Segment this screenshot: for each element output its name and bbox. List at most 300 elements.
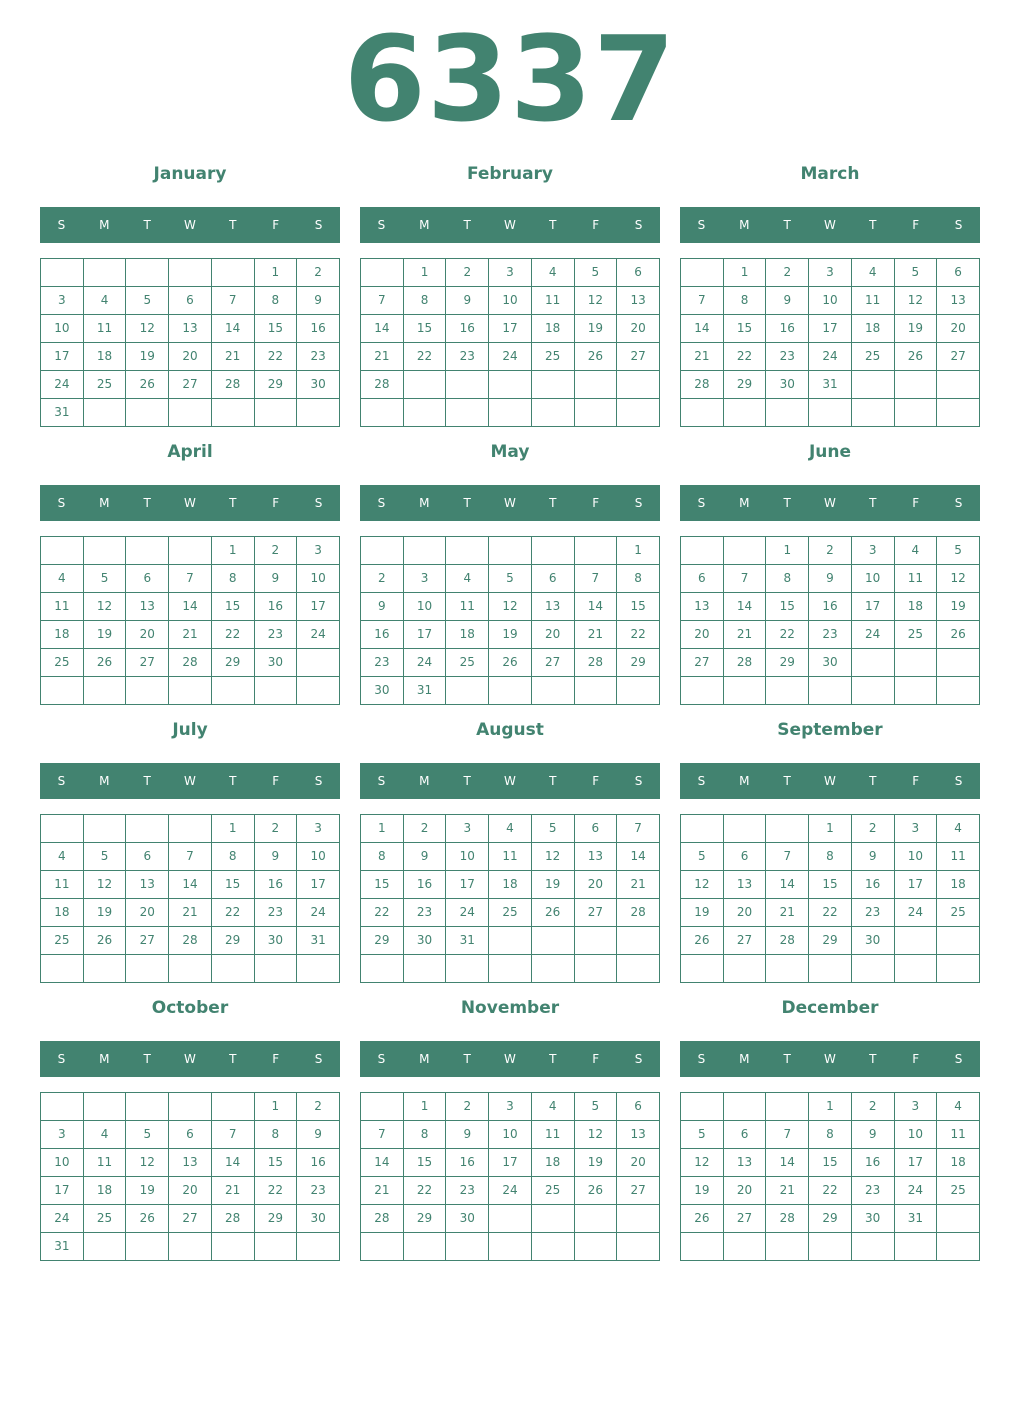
weekday-label: M xyxy=(419,774,430,788)
week-row xyxy=(361,1177,660,1205)
weekday-label: S xyxy=(634,1052,643,1066)
day-cell: 26 xyxy=(574,1177,617,1205)
day-cell: 6 xyxy=(574,815,617,843)
weekday-label: T xyxy=(549,496,557,510)
empty-day-cell xyxy=(83,1093,126,1121)
empty-day-cell xyxy=(937,677,980,705)
day-cell: 25 xyxy=(937,1177,980,1205)
day-cell: 20 xyxy=(617,315,660,343)
empty-day-cell xyxy=(446,399,489,427)
empty-day-cell xyxy=(83,815,126,843)
weekday-label: F xyxy=(272,774,280,788)
weekday-label: F xyxy=(592,1052,600,1066)
day-cell: 22 xyxy=(617,621,660,649)
weekday-label: T xyxy=(143,496,151,510)
day-cell: 11 xyxy=(41,593,84,621)
day-cell: 30 xyxy=(851,927,894,955)
weekday-label: T xyxy=(869,1052,877,1066)
empty-day-cell xyxy=(211,399,254,427)
empty-day-cell xyxy=(126,399,169,427)
empty-day-cell xyxy=(574,1205,617,1233)
empty-day-cell xyxy=(809,399,852,427)
day-cell: 18 xyxy=(894,593,937,621)
day-cell: 19 xyxy=(83,899,126,927)
empty-day-cell xyxy=(297,677,340,705)
empty-day-cell xyxy=(446,1233,489,1261)
day-cell: 12 xyxy=(126,1149,169,1177)
weekday-label: S xyxy=(377,496,386,510)
weekday-label: M xyxy=(99,496,110,510)
day-cell: 4 xyxy=(851,259,894,287)
empty-day-cell xyxy=(126,815,169,843)
day-cell: 30 xyxy=(446,1205,489,1233)
empty-day-cell xyxy=(851,955,894,983)
day-cell: 4 xyxy=(937,815,980,843)
weekday-label: F xyxy=(912,496,920,510)
day-cell: 24 xyxy=(297,899,340,927)
day-cell: 24 xyxy=(894,899,937,927)
day-cell: 17 xyxy=(41,343,84,371)
day-cell: 19 xyxy=(894,315,937,343)
day-cell: 23 xyxy=(254,621,297,649)
empty-day-cell xyxy=(766,1093,809,1121)
day-cell: 4 xyxy=(41,565,84,593)
empty-day-cell xyxy=(83,677,126,705)
day-cell: 21 xyxy=(211,343,254,371)
empty-day-cell xyxy=(531,1205,574,1233)
week-row xyxy=(41,259,340,287)
empty-day-cell xyxy=(531,399,574,427)
day-cell: 24 xyxy=(403,649,446,677)
day-cell: 26 xyxy=(489,649,532,677)
empty-day-cell xyxy=(169,1093,212,1121)
week-row xyxy=(361,315,660,343)
day-cell: 21 xyxy=(617,871,660,899)
week-row xyxy=(681,287,980,315)
weekday-label: S xyxy=(634,496,643,510)
day-cell: 15 xyxy=(766,593,809,621)
day-cell: 11 xyxy=(937,1121,980,1149)
empty-day-cell xyxy=(126,537,169,565)
empty-day-cell xyxy=(723,815,766,843)
weekday-label: F xyxy=(592,496,600,510)
day-cell: 12 xyxy=(83,593,126,621)
day-cell: 27 xyxy=(574,899,617,927)
week-row xyxy=(361,621,660,649)
empty-day-cell xyxy=(531,927,574,955)
day-cell: 7 xyxy=(574,565,617,593)
weekday-header xyxy=(360,1041,660,1077)
empty-day-cell xyxy=(211,955,254,983)
day-cell: 17 xyxy=(403,621,446,649)
day-cell: 7 xyxy=(723,565,766,593)
day-cell: 15 xyxy=(617,593,660,621)
weekday-label: W xyxy=(824,774,836,788)
day-cell: 2 xyxy=(446,1093,489,1121)
day-cell: 19 xyxy=(126,1177,169,1205)
day-cell: 20 xyxy=(169,1177,212,1205)
weekday-label: S xyxy=(314,218,323,232)
week-row xyxy=(361,1205,660,1233)
day-cell: 18 xyxy=(41,621,84,649)
week-row xyxy=(681,1205,980,1233)
day-cell: 8 xyxy=(211,843,254,871)
empty-day-cell xyxy=(126,259,169,287)
empty-day-cell xyxy=(361,955,404,983)
day-cell: 16 xyxy=(446,1149,489,1177)
empty-day-cell xyxy=(894,677,937,705)
empty-day-cell xyxy=(723,677,766,705)
day-cell: 22 xyxy=(809,899,852,927)
empty-day-cell xyxy=(446,371,489,399)
week-row xyxy=(41,593,340,621)
day-cell: 8 xyxy=(723,287,766,315)
day-cell: 9 xyxy=(446,287,489,315)
day-cell: 2 xyxy=(851,1093,894,1121)
weekday-label: W xyxy=(184,218,196,232)
day-cell: 19 xyxy=(126,343,169,371)
empty-day-cell xyxy=(211,677,254,705)
day-cell: 18 xyxy=(83,343,126,371)
day-cell: 24 xyxy=(894,1177,937,1205)
empty-day-cell xyxy=(41,1093,84,1121)
day-cell: 3 xyxy=(41,287,84,315)
day-cell: 16 xyxy=(254,593,297,621)
day-cell: 7 xyxy=(169,843,212,871)
day-cell: 26 xyxy=(894,343,937,371)
day-cell: 8 xyxy=(617,565,660,593)
day-cell: 25 xyxy=(851,343,894,371)
empty-day-cell xyxy=(851,649,894,677)
day-cell: 13 xyxy=(126,871,169,899)
week-row xyxy=(41,899,340,927)
weekday-header xyxy=(680,1041,980,1077)
day-cell: 9 xyxy=(766,287,809,315)
day-cell: 7 xyxy=(766,1121,809,1149)
empty-day-cell xyxy=(169,537,212,565)
empty-day-cell xyxy=(211,1233,254,1261)
empty-day-cell xyxy=(617,955,660,983)
empty-day-cell xyxy=(83,955,126,983)
empty-day-cell xyxy=(489,399,532,427)
day-cell: 22 xyxy=(723,343,766,371)
empty-day-cell xyxy=(937,1233,980,1261)
empty-day-cell xyxy=(681,537,724,565)
weekday-label: T xyxy=(869,774,877,788)
day-cell: 11 xyxy=(894,565,937,593)
weekday-label: S xyxy=(697,218,706,232)
day-cell: 7 xyxy=(617,815,660,843)
day-cell: 28 xyxy=(361,1205,404,1233)
day-cell: 28 xyxy=(211,371,254,399)
day-cell: 21 xyxy=(766,1177,809,1205)
weekday-label: S xyxy=(314,1052,323,1066)
month-june xyxy=(680,438,980,716)
empty-day-cell xyxy=(681,677,724,705)
day-cell: 1 xyxy=(809,815,852,843)
weekday-label: T xyxy=(783,218,791,232)
day-cell: 2 xyxy=(403,815,446,843)
day-cell: 4 xyxy=(489,815,532,843)
empty-day-cell xyxy=(254,399,297,427)
empty-day-cell xyxy=(531,955,574,983)
empty-day-cell xyxy=(211,259,254,287)
weekday-label: T xyxy=(143,218,151,232)
week-row xyxy=(41,871,340,899)
week-row xyxy=(361,259,660,287)
empty-day-cell xyxy=(41,537,84,565)
week-row xyxy=(361,399,660,427)
day-cell: 6 xyxy=(169,287,212,315)
day-grid xyxy=(40,814,340,983)
empty-day-cell xyxy=(531,1233,574,1261)
day-cell: 13 xyxy=(169,1149,212,1177)
empty-day-cell xyxy=(297,649,340,677)
day-cell: 28 xyxy=(169,927,212,955)
day-grid xyxy=(360,536,660,705)
day-cell: 2 xyxy=(297,1093,340,1121)
week-row xyxy=(681,677,980,705)
day-cell: 28 xyxy=(574,649,617,677)
empty-day-cell xyxy=(403,371,446,399)
day-cell: 24 xyxy=(446,899,489,927)
empty-day-cell xyxy=(169,955,212,983)
day-cell: 25 xyxy=(83,371,126,399)
day-cell: 28 xyxy=(681,371,724,399)
week-row xyxy=(41,1233,340,1261)
empty-day-cell xyxy=(723,1233,766,1261)
day-cell: 22 xyxy=(809,1177,852,1205)
empty-day-cell xyxy=(297,1233,340,1261)
weekday-label: S xyxy=(697,1052,706,1066)
day-cell: 15 xyxy=(809,1149,852,1177)
weekday-label: T xyxy=(463,774,471,788)
day-cell: 30 xyxy=(361,677,404,705)
empty-day-cell xyxy=(126,1093,169,1121)
day-cell: 22 xyxy=(403,1177,446,1205)
empty-day-cell xyxy=(894,649,937,677)
empty-day-cell xyxy=(851,1233,894,1261)
empty-day-cell xyxy=(894,927,937,955)
weekday-label: W xyxy=(504,1052,516,1066)
day-cell: 17 xyxy=(894,871,937,899)
day-cell: 8 xyxy=(211,565,254,593)
weekday-label: S xyxy=(697,774,706,788)
day-cell: 16 xyxy=(254,871,297,899)
day-cell: 16 xyxy=(446,315,489,343)
day-cell: 27 xyxy=(169,371,212,399)
weekday-label: S xyxy=(314,496,323,510)
day-cell: 17 xyxy=(446,871,489,899)
day-cell: 1 xyxy=(211,815,254,843)
week-row xyxy=(681,593,980,621)
day-cell: 29 xyxy=(766,649,809,677)
day-cell: 6 xyxy=(531,565,574,593)
day-cell: 20 xyxy=(169,343,212,371)
day-cell: 12 xyxy=(937,565,980,593)
weekday-header xyxy=(360,763,660,799)
day-cell: 8 xyxy=(809,843,852,871)
week-row xyxy=(681,1177,980,1205)
weekday-header xyxy=(360,485,660,521)
day-cell: 6 xyxy=(126,565,169,593)
day-cell: 14 xyxy=(361,315,404,343)
day-cell: 24 xyxy=(41,371,84,399)
day-cell: 25 xyxy=(489,899,532,927)
day-cell: 13 xyxy=(723,1149,766,1177)
day-cell: 27 xyxy=(617,1177,660,1205)
day-grid xyxy=(360,814,660,983)
empty-day-cell xyxy=(297,955,340,983)
empty-day-cell xyxy=(489,955,532,983)
empty-day-cell xyxy=(937,649,980,677)
weekday-label: F xyxy=(592,774,600,788)
weekday-label: S xyxy=(954,218,963,232)
empty-day-cell xyxy=(489,1205,532,1233)
day-cell: 27 xyxy=(723,927,766,955)
day-cell: 3 xyxy=(297,537,340,565)
day-cell: 21 xyxy=(681,343,724,371)
week-row xyxy=(681,927,980,955)
week-row xyxy=(361,899,660,927)
day-cell: 30 xyxy=(403,927,446,955)
day-cell: 5 xyxy=(126,1121,169,1149)
day-cell: 14 xyxy=(361,1149,404,1177)
week-row xyxy=(681,1121,980,1149)
weekday-label: T xyxy=(549,1052,557,1066)
day-cell: 20 xyxy=(126,621,169,649)
day-cell: 17 xyxy=(41,1177,84,1205)
day-cell: 5 xyxy=(681,1121,724,1149)
weekday-label: T xyxy=(783,496,791,510)
empty-day-cell xyxy=(531,537,574,565)
day-cell: 29 xyxy=(211,927,254,955)
weekday-label: F xyxy=(272,496,280,510)
day-cell: 3 xyxy=(297,815,340,843)
weekday-label: W xyxy=(504,218,516,232)
empty-day-cell xyxy=(723,955,766,983)
day-cell: 3 xyxy=(851,537,894,565)
day-cell: 29 xyxy=(254,1205,297,1233)
day-cell: 9 xyxy=(254,843,297,871)
weekday-label: T xyxy=(549,774,557,788)
weekday-label: F xyxy=(912,1052,920,1066)
day-cell: 20 xyxy=(574,871,617,899)
day-cell: 6 xyxy=(937,259,980,287)
weekday-label: F xyxy=(912,218,920,232)
month-name: November xyxy=(460,998,560,1018)
empty-day-cell xyxy=(446,537,489,565)
day-cell: 16 xyxy=(766,315,809,343)
day-cell: 30 xyxy=(254,927,297,955)
weekday-label: M xyxy=(739,218,750,232)
empty-day-cell xyxy=(254,677,297,705)
empty-day-cell xyxy=(169,399,212,427)
day-cell: 6 xyxy=(681,565,724,593)
empty-day-cell xyxy=(766,955,809,983)
weekday-label: M xyxy=(99,774,110,788)
day-cell: 11 xyxy=(41,871,84,899)
week-row xyxy=(681,343,980,371)
day-cell: 14 xyxy=(169,593,212,621)
empty-day-cell xyxy=(851,677,894,705)
day-cell: 2 xyxy=(851,815,894,843)
day-cell: 3 xyxy=(489,259,532,287)
day-cell: 7 xyxy=(766,843,809,871)
day-cell: 21 xyxy=(361,343,404,371)
day-cell: 6 xyxy=(126,843,169,871)
day-cell: 19 xyxy=(937,593,980,621)
weekday-label: T xyxy=(783,774,791,788)
weekday-label: T xyxy=(783,1052,791,1066)
day-cell: 22 xyxy=(254,343,297,371)
day-cell: 29 xyxy=(361,927,404,955)
day-cell: 13 xyxy=(574,843,617,871)
day-cell: 4 xyxy=(937,1093,980,1121)
weekday-label: S xyxy=(377,1052,386,1066)
day-cell: 3 xyxy=(403,565,446,593)
day-cell: 7 xyxy=(169,565,212,593)
weekday-header xyxy=(680,207,980,243)
week-row xyxy=(41,955,340,983)
weekday-header xyxy=(40,1041,340,1077)
week-row xyxy=(41,1093,340,1121)
day-cell: 5 xyxy=(574,259,617,287)
empty-day-cell xyxy=(937,1205,980,1233)
day-cell: 2 xyxy=(254,537,297,565)
day-cell: 4 xyxy=(894,537,937,565)
day-cell: 24 xyxy=(809,343,852,371)
day-cell: 23 xyxy=(403,899,446,927)
day-cell: 27 xyxy=(126,927,169,955)
day-cell: 18 xyxy=(41,899,84,927)
weekday-label: S xyxy=(57,496,66,510)
weekday-label: T xyxy=(143,1052,151,1066)
day-cell: 16 xyxy=(297,315,340,343)
empty-day-cell xyxy=(574,955,617,983)
weekday-label: M xyxy=(99,218,110,232)
month-name: August xyxy=(476,720,544,740)
empty-day-cell xyxy=(361,1233,404,1261)
day-cell: 17 xyxy=(489,315,532,343)
day-cell: 5 xyxy=(894,259,937,287)
day-cell: 17 xyxy=(809,315,852,343)
empty-day-cell xyxy=(83,259,126,287)
day-cell: 13 xyxy=(617,287,660,315)
day-cell: 16 xyxy=(297,1149,340,1177)
day-cell: 19 xyxy=(574,315,617,343)
week-row xyxy=(361,871,660,899)
weekday-label: T xyxy=(463,218,471,232)
empty-day-cell xyxy=(126,677,169,705)
week-row xyxy=(41,677,340,705)
day-cell: 12 xyxy=(531,843,574,871)
empty-day-cell xyxy=(169,677,212,705)
day-cell: 11 xyxy=(851,287,894,315)
weekday-label: T xyxy=(869,496,877,510)
day-cell: 21 xyxy=(169,899,212,927)
week-row xyxy=(681,565,980,593)
day-cell: 11 xyxy=(489,843,532,871)
empty-day-cell xyxy=(403,955,446,983)
weekday-label: S xyxy=(57,1052,66,1066)
day-cell: 28 xyxy=(723,649,766,677)
empty-day-cell xyxy=(937,399,980,427)
day-cell: 17 xyxy=(297,871,340,899)
day-cell: 4 xyxy=(531,259,574,287)
empty-day-cell xyxy=(681,1233,724,1261)
empty-day-cell xyxy=(41,815,84,843)
